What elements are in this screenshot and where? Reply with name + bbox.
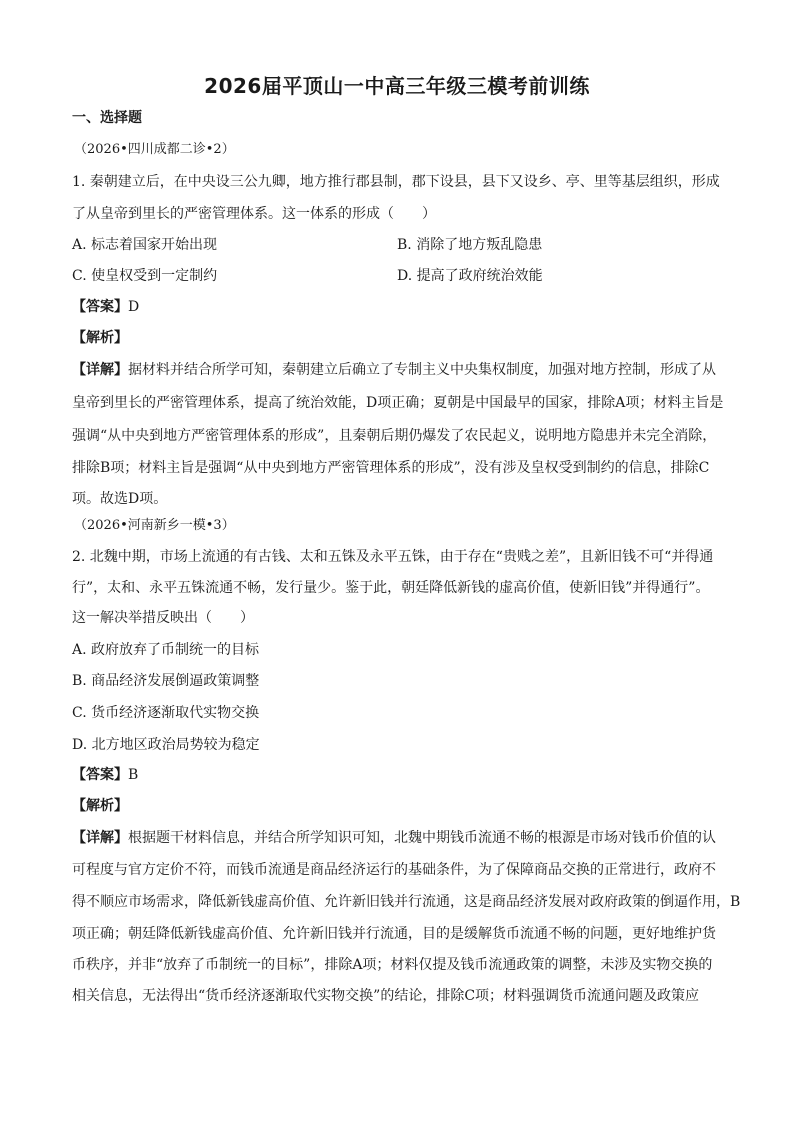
q2-option-c: C. 货币经济逐渐取代实物交换 <box>72 705 260 721</box>
q1-detail-line-1 <box>72 360 716 380</box>
q1-answer <box>72 297 139 317</box>
page-title: 2026届平顶山一中高三年级三模考前训练 <box>204 74 590 98</box>
q2-detail-line-6: 相关信息，无法得出“货币经济逐渐取代实物交换”的结论，排除C项；材料强调货币流通问题及政策应 <box>72 988 700 1004</box>
q2-option-b: B. 商品经济发展倒逼政策调整 <box>72 673 260 689</box>
q1-option-d: D. 提高了政府统治效能 <box>397 268 543 284</box>
q2-detail-line-3: 得不顺应市场需求，降低新钱虚高价值、允许新旧钱并行流通，这是商品经济发展对政府政策的倒逼作用，B <box>72 894 741 910</box>
q2-answer <box>72 765 138 785</box>
q2-source: （2026•河南新乡一模•3） <box>74 518 235 533</box>
answer-tag: 【答案】 <box>72 767 128 783</box>
q1-detail-line-5: 项。故选D项。 <box>72 491 168 507</box>
q2-detail-line-1 <box>72 828 716 848</box>
detail-tag: 【详解】 <box>72 830 128 846</box>
q1-detail-line-4: 排除B项；材料主旨是强调“从中央到地方严密管理体系的形成”，没有涉及皇权受到制约的信息，排除C <box>72 460 710 476</box>
q2-detail-line-2: 可程度与官方定价不符，而钱币流通是商品经济运行的基础条件，为了保障商品交换的正常进行，政府不 <box>72 862 716 878</box>
q2-stem-line-3: 这一解决举措反映出（ ） <box>72 610 254 626</box>
q2-detail-line-5: 币秩序，并非“放弃了币制统一的目标”，排除A项；材料仅提及钱币流通政策的调整，未涉及实物交换的 <box>72 957 713 973</box>
answer-tag: 【答案】 <box>72 299 128 315</box>
answer-value: B <box>128 767 139 783</box>
q1-stem-line-1: 1. 秦朝建立后，在中央设三公九卿，地方推行郡县制，郡下设县，县下又设乡、亭、里等基层组织，形成 <box>72 174 720 190</box>
q1-detail-line-3: 强调“从中央到地方严密管理体系的形成”，且秦朝后期仍爆发了农民起义，说明地方隐患并未完全消除， <box>72 428 717 444</box>
q1-analysis-tag: 【解析】 <box>72 330 128 346</box>
q2-analysis-tag: 【解析】 <box>72 798 128 814</box>
section-heading: 一、选择题 <box>72 110 142 126</box>
q1-source: （2026•四川成都二诊•2） <box>74 142 235 157</box>
q1-option-a: A. 标志着国家开始出现 <box>72 237 218 253</box>
q2-option-a: A. 政府放弃了币制统一的目标 <box>72 642 260 658</box>
q1-detail-line-2: 皇帝到里长的严密管理体系，提高了统治效能，D项正确；夏朝是中国最早的国家，排除A项；材料主旨是 <box>72 395 724 411</box>
q2-stem-line-1: 2. 北魏中期，市场上流通的有古钱、太和五铢及永平五铢，由于存在“贵贱之差”，且新旧钱不可“并得通 <box>72 549 714 565</box>
q2-stem-line-2: 行”，太和、永平五铢流通不畅，发行量少。鉴于此，朝廷降低新钱的虚高价值，使新旧钱”并得通行”。 <box>72 580 710 596</box>
detail-tag: 【详解】 <box>72 362 128 378</box>
answer-value: D <box>128 299 140 315</box>
q2-option-d: D. 北方地区政治局势较为稳定 <box>72 737 260 753</box>
detail-text: 根据题干材料信息，并结合所学知识可知，北魏中期钱币流通不畅的根源是市场对钱币价值的认 <box>128 830 716 846</box>
q1-stem-line-2: 了从皇帝到里长的严密管理体系。这一体系的形成（ ） <box>72 206 436 222</box>
q1-option-c: C. 使皇权受到一定制约 <box>72 268 218 284</box>
q2-detail-line-4: 项正确；朝廷降低新钱虚高价值、允许新旧钱并行流通，目的是缓解货币流通不畅的问题，更好地维护货 <box>72 926 716 942</box>
detail-text: 据材料并结合所学可知，秦朝建立后确立了专制主义中央集权制度，加强对地方控制，形成了从 <box>128 362 716 378</box>
q1-option-b: B. 消除了地方叛乱隐患 <box>397 237 543 253</box>
